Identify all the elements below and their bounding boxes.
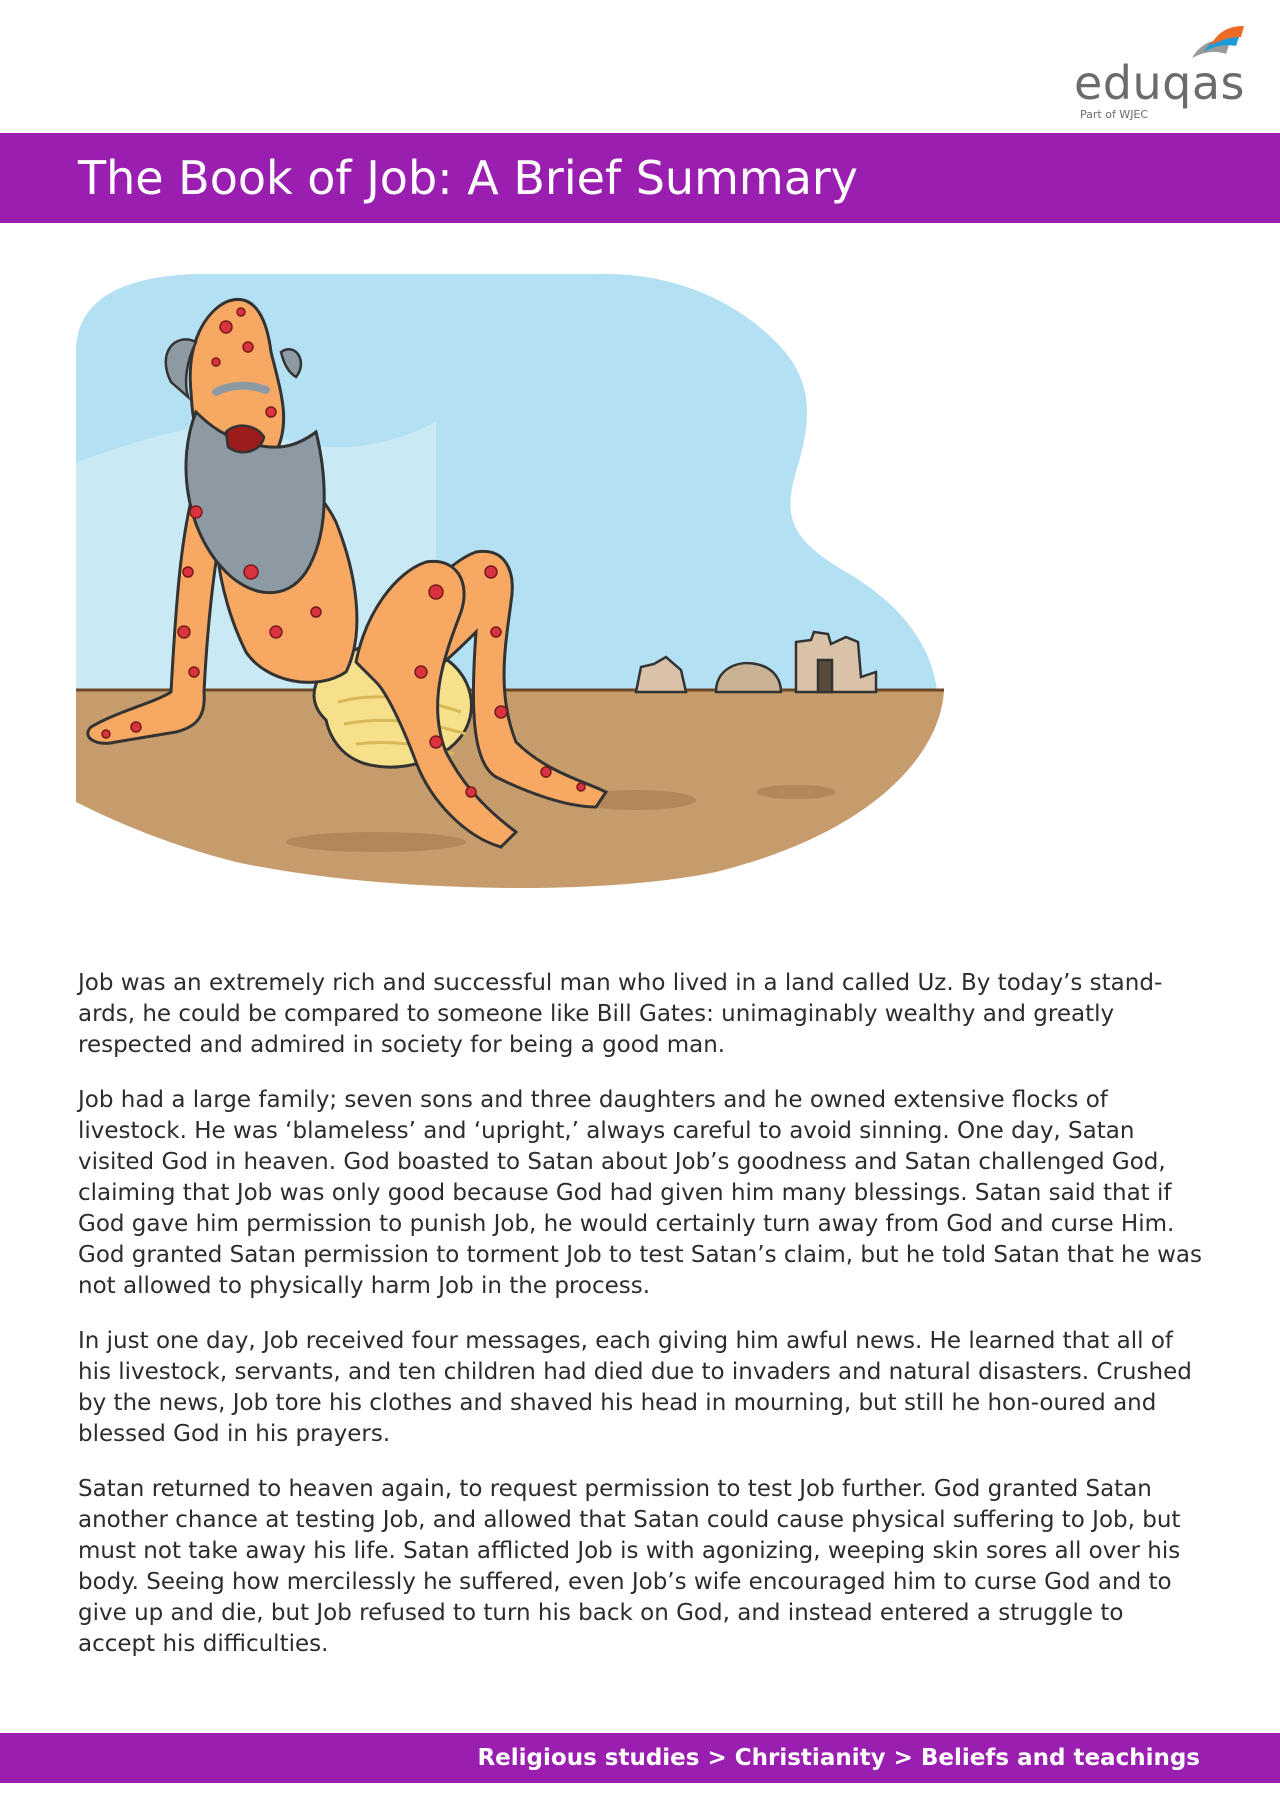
footer-banner [0, 1733, 1280, 1783]
breadcrumb [477, 1733, 1200, 1783]
paragraph: Satan returned to heaven again, to request permission to test Job further. God granted Satan another chance at testing Job, and allowed that Satan could cause physical suffering to Job, but must not take away his life. Satan afflicted Job is with agonizing, weeping skin sores all over his body. Seeing how mercilessly he suffered, even Job’s wife encouraged him to curse God and to give up and die, but Job refused to turn his back on God, and instead entered a struggle to accept his difficulties. [78, 1476, 1181, 1657]
paragraph: Job had a large family; seven sons and three daughters and he owned extensive flocks of livestock. He was ‘blameless’ and ‘upright,’ always careful to avoid sinning. One day, Satan visited God in heaven. God boasted to Satan about Job’s goodness and Satan challenged God, claiming that Job was only good because God had given him many blessings. Satan said that if God gave him permission to punish Job, he would certainly turn away from God and curse Him. God granted Satan permission to torment Job to test Satan’s claim, but he told Satan that he was not allowed to physically harm Job in the process. [78, 1087, 1202, 1299]
breadcrumb-item[interactable]: Religious studies [477, 1745, 700, 1771]
logo-tagline: Part of WJEC [1080, 108, 1149, 121]
breadcrumb-item[interactable]: Christianity [734, 1745, 886, 1771]
page-title: The Book of Job: A Brief Summary [78, 151, 859, 205]
eduqas-logo [1074, 24, 1246, 121]
logo-wordmark: eduqas [1074, 56, 1246, 110]
summary-body [78, 968, 1203, 1684]
breadcrumb-separator: > [885, 1745, 921, 1771]
breadcrumb-separator: > [699, 1745, 735, 1771]
paragraph: Job was an extremely rich and successful man who lived in a land called Uz. By today’s stand-ards, he could be compared to someone like Bill Gates: unimaginably wealthy and greatly respected and admired in society for being a good man. [78, 970, 1163, 1058]
job-suffering-illustration [76, 272, 946, 892]
title-banner [0, 133, 1280, 223]
paragraph: In just one day, Job received four messages, each giving him awful news. He learned that all of his livestock, servants, and ten children had died due to invaders and natural disasters. Crushed by the news, Job tore his clothes and shaved his head in mourning, but still he hon-oured and blessed God in his prayers. [78, 1328, 1192, 1447]
mouth [226, 426, 264, 453]
breadcrumb-item[interactable]: Beliefs and teachings [920, 1745, 1200, 1771]
